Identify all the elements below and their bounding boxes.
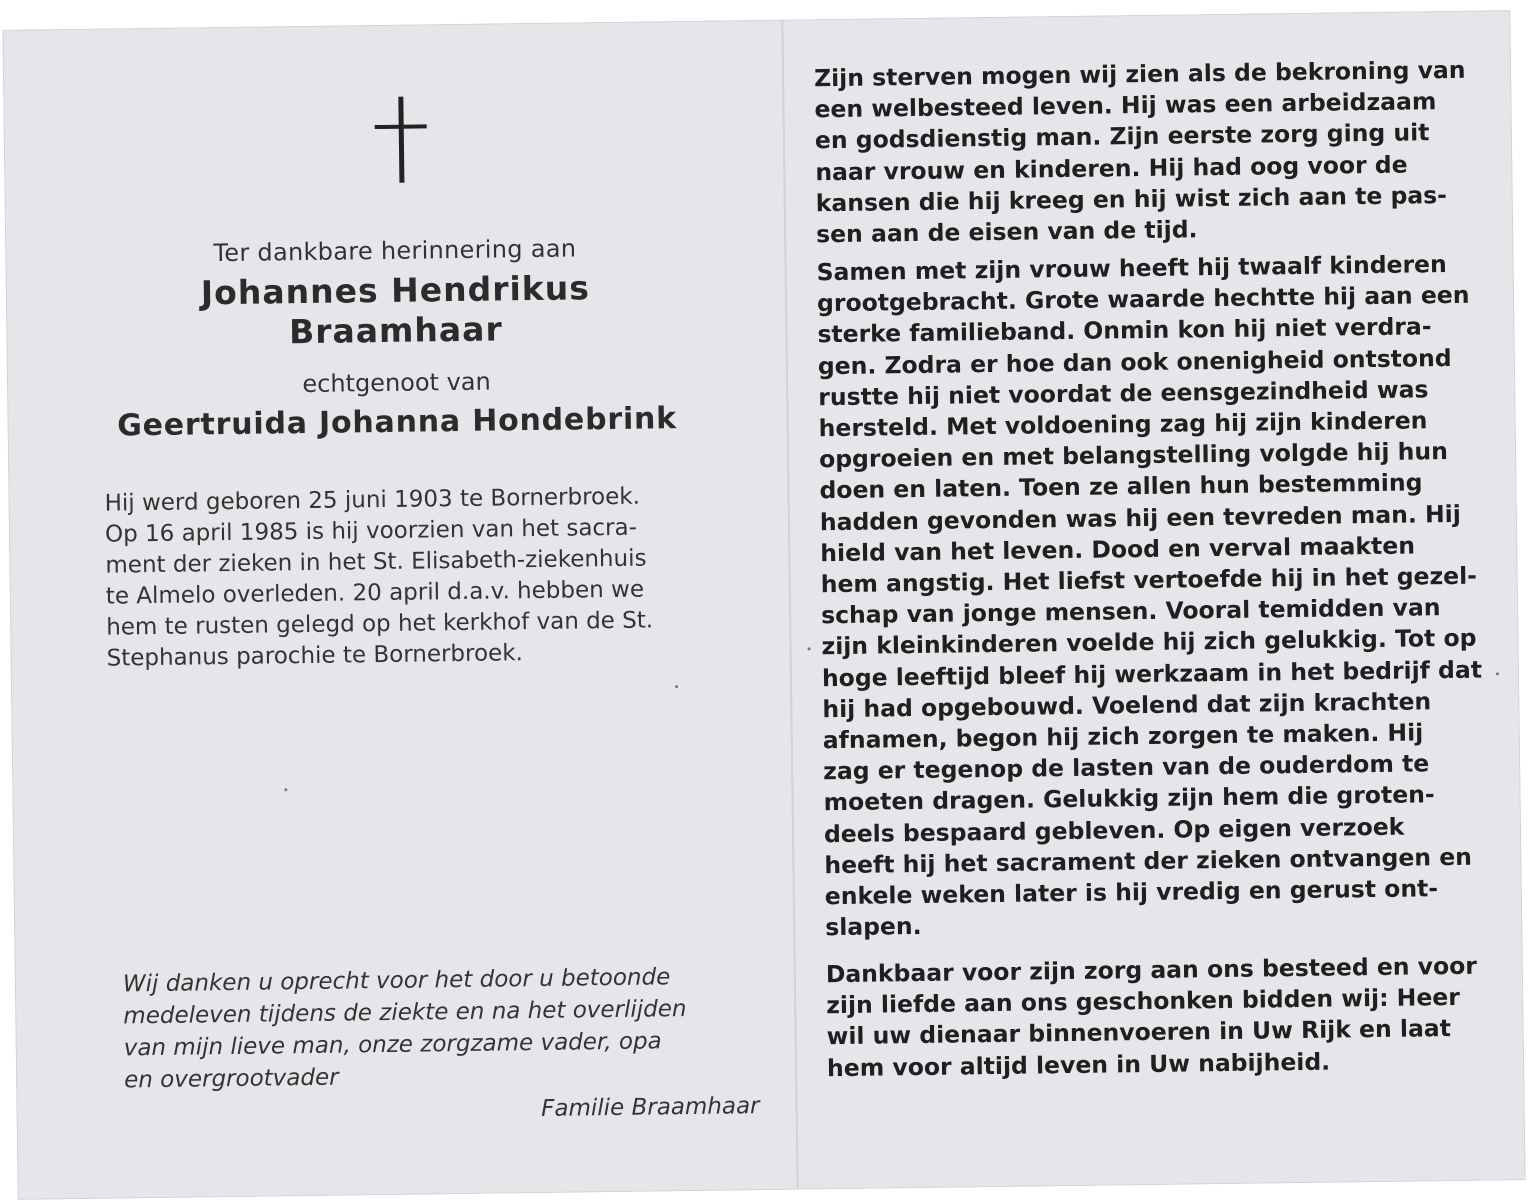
- paragraph-line: moeten dragen. Gelukkig zijn hem die groten-: [823, 780, 1435, 817]
- intro-text: Ter dankbare herinnering aan: [213, 234, 577, 268]
- paragraph-line: gen. Zodra er hoe dan ook onenigheid ontstond: [817, 343, 1452, 380]
- spouse-label: echtgenoot van: [302, 367, 491, 399]
- paragraph-line: rustte hij niet voordat de eensgezindheid was: [818, 375, 1429, 412]
- scan-speck: [1496, 672, 1499, 675]
- paragraph-line: slapen.: [825, 912, 922, 942]
- paragraph-line: heeft hij het sacrament der zieken ontvangen en: [824, 842, 1473, 880]
- thanks-line: van mijn lieve man, onze zorgzame vader, opa: [123, 1028, 662, 1062]
- scan-speck: [284, 788, 287, 791]
- paragraph-line: hem angstig. Het liefst vertoefde hij in het gezel-: [820, 561, 1478, 599]
- thanks-line: medeleven tijdens de ziekte en na het overlijden: [123, 996, 687, 1030]
- biography-line: Stephanus parochie te Bornerbroek.: [106, 640, 524, 672]
- biography-line: te Almelo overleden. 20 april d.a.v. hebben we: [105, 576, 645, 610]
- paragraph-line: wil uw dienaar binnenvoeren in Uw Rijk en laat: [826, 1014, 1452, 1051]
- paragraph-line: Dankbaar voor zijn zorg aan ons besteed en voor: [825, 951, 1478, 989]
- paragraph-line: grootgebracht. Grote waarde hechtte hij aan een: [816, 280, 1470, 318]
- right-panel: [783, 10, 1525, 1189]
- biography-line: Hij werd geboren 25 juni 1903 te Bornerbroek.: [104, 483, 641, 517]
- biography-line: Op 16 april 1985 is hij voorzien van het sacra-: [104, 514, 638, 548]
- paragraph-line: sen aan de eisen van de tijd.: [815, 215, 1198, 249]
- family-signature: Familie Braamhaar: [540, 1093, 760, 1122]
- scan-speck: [675, 685, 678, 688]
- cross-icon: [374, 96, 427, 183]
- paragraph-line: kansen die hij kreeg en hij wist zich aan te pas-: [815, 180, 1448, 218]
- paragraph-line: doen en laten. Toen ze allen hun bestemming: [819, 468, 1423, 505]
- paragraph-line: hadden gevonden was hij een tevreden man. Hij: [819, 499, 1461, 536]
- biography-line: hem te rusten gelegd op het kerkhof van de St.: [106, 607, 654, 641]
- left-panel: [2, 20, 796, 1200]
- paragraph-line: hield van het leven. Dood en verval maakten: [820, 531, 1416, 568]
- paragraph-family: [816, 249, 1495, 944]
- paragraph-line: enkele weken later is hij vredig en gerust ont-: [824, 874, 1439, 911]
- paragraph-line: naar vrouw en kinderen. Hij had oog voor de: [815, 150, 1408, 186]
- deceased-name-line-1: Johannes Hendrikus: [200, 268, 591, 313]
- thanks-line: en overgrootvader: [123, 1064, 339, 1094]
- paragraph-prayer: [826, 950, 1498, 1084]
- paragraph-line: schap van jonge mensen. Vooral temidden van: [820, 593, 1441, 630]
- thanks-line: Wij danken u oprecht voor het door u betoonde: [122, 964, 671, 998]
- paragraph-line: hersteld. Met voldoening zag hij zijn kinderen: [818, 406, 1428, 443]
- spouse-name: Geertruida Johanna Hondebrink: [116, 401, 678, 444]
- memorial-card: [2, 10, 1525, 1200]
- paragraph-line: Samen met zijn vrouw heeft hij twaalf kinderen: [816, 250, 1447, 287]
- paragraph-line: opgroeien en met belangstelling volgde hij hun: [818, 437, 1449, 474]
- paragraph-line: hoge leeftijd bleef hij werkzaam in het bedrijf dat: [821, 655, 1483, 692]
- deceased-name-line-2: Braamhaar: [288, 309, 503, 352]
- paragraph-line: deels bespaard gebleven. Op eigen verzoek: [823, 812, 1405, 848]
- paragraph-line: Zijn sterven mogen wij zien als de bekroning van: [813, 55, 1466, 93]
- paragraph-line: hem voor altijd leven in Uw nabijheid.: [826, 1047, 1331, 1082]
- scan-speck: [808, 647, 811, 650]
- paragraph-line: hij had opgebouwd. Voelend dat zijn krachten: [822, 687, 1432, 724]
- thanks-message: [123, 960, 775, 1096]
- biography-line: ment der zieken in het St. Elisabeth-ziekenhuis: [105, 545, 647, 579]
- deceased-name: [6, 266, 786, 356]
- paragraph-line: sterke familieband. Onmin kon hij niet verdra-: [817, 312, 1432, 349]
- paragraph-line: afnamen, begon hij zich zorgen te maken. Hij: [822, 718, 1424, 755]
- biography: [104, 480, 746, 674]
- paragraph-line: zag er tegenop de lasten van de ouderdom te: [823, 749, 1430, 786]
- paragraph-life: [814, 55, 1486, 251]
- paragraph-line: en godsdienstig man. Zijn eerste zorg ging uit: [814, 118, 1430, 155]
- paragraph-line: zijn liefde aan ons geschonken bidden wij: Heer: [826, 983, 1461, 1020]
- paragraph-line: een welbesteed leven. Hij was een arbeidzaam: [814, 87, 1437, 124]
- paragraph-line: zijn kleinkinderen voelde hij zich gelukkig. Tot op: [821, 624, 1477, 661]
